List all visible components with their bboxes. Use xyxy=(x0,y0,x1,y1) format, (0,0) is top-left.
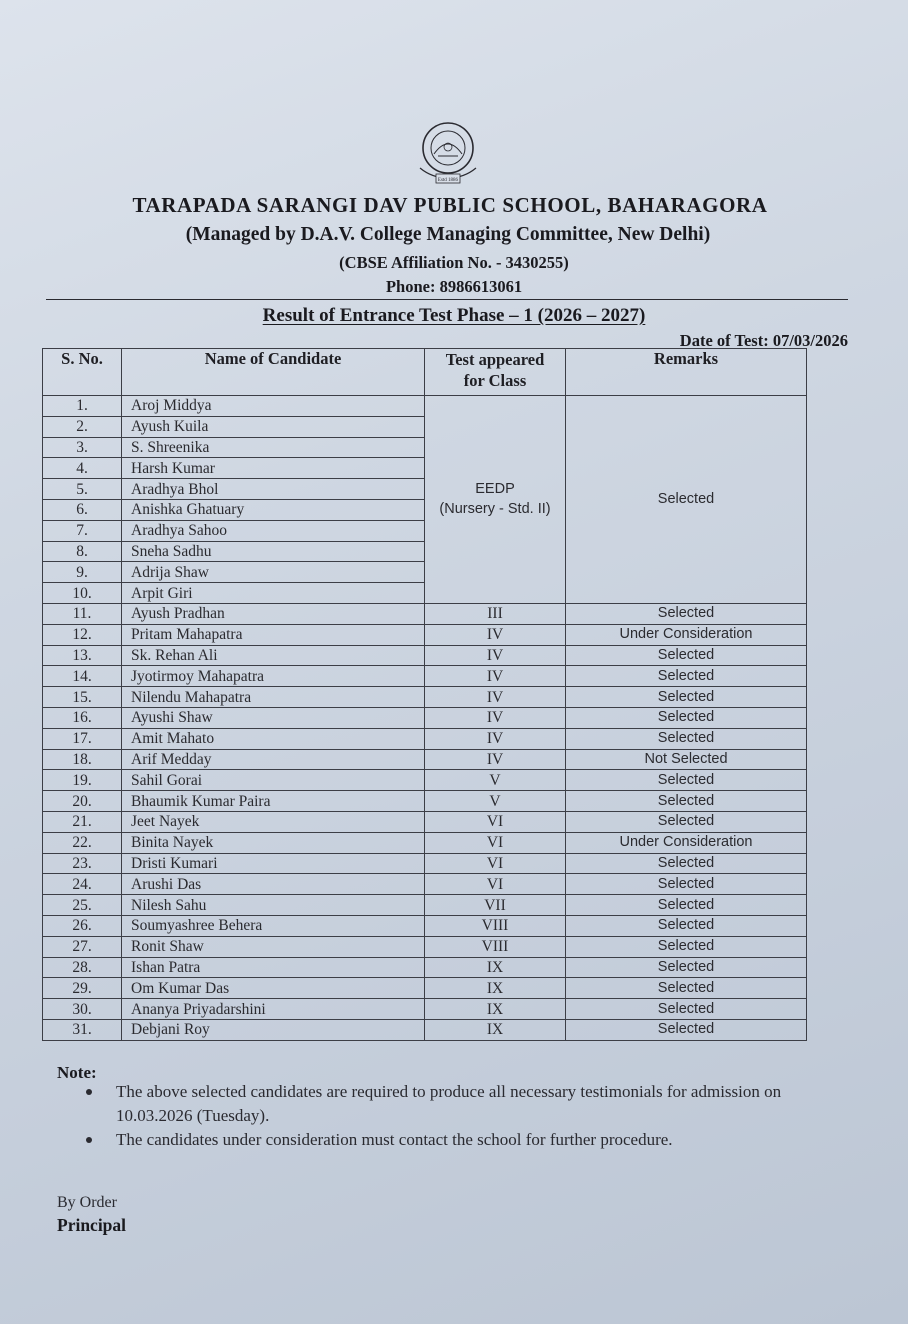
cell-sno: 29. xyxy=(43,978,122,999)
cell-class: VI xyxy=(425,832,566,853)
cell-name: Adrija Shaw xyxy=(122,562,425,583)
cell-sno: 12. xyxy=(43,624,122,645)
cell-class: IV xyxy=(425,687,566,708)
cell-sno: 8. xyxy=(43,541,122,562)
affiliation-number: (CBSE Affiliation No. - 3430255) xyxy=(339,253,569,272)
cell-name: Ayushi Shaw xyxy=(122,707,425,728)
cell-remarks: Selected xyxy=(566,1019,807,1040)
cell-name: Ananya Priyadarshini xyxy=(122,999,425,1020)
cell-sno: 19. xyxy=(43,770,122,791)
table-row xyxy=(43,853,807,874)
table-row xyxy=(43,707,807,728)
cell-class: IX xyxy=(425,1019,566,1040)
managed-by: (Managed by D.A.V. College Managing Committee, New Delhi) xyxy=(185,224,711,245)
cell-sno: 6. xyxy=(43,499,122,520)
table-row xyxy=(43,728,807,749)
cell-name: Aradhya Bhol xyxy=(122,479,425,500)
cell-class: VIII xyxy=(425,936,566,957)
document-title xyxy=(0,305,908,327)
cell-name: Sk. Rehan Ali xyxy=(122,645,425,666)
cell-sno: 17. xyxy=(43,728,122,749)
group-class-line2: (Nursery - Std. II) xyxy=(439,501,551,518)
cell-sno: 20. xyxy=(43,791,122,812)
cell-sno: 21. xyxy=(43,811,122,832)
table-row xyxy=(43,624,807,645)
table-row xyxy=(43,1019,807,1040)
table-row xyxy=(43,957,807,978)
dav-logo-icon xyxy=(412,116,484,188)
note-label: Note: xyxy=(57,1063,97,1082)
table-row xyxy=(43,978,807,999)
school-name: TARAPADA SARANGI DAV PUBLIC SCHOOL, BAHARAGORA xyxy=(132,193,768,217)
cell-remarks: Selected xyxy=(566,666,807,687)
cell-name: Debjani Roy xyxy=(122,1019,425,1040)
cell-name: Jeet Nayek xyxy=(122,811,425,832)
header-class xyxy=(425,349,566,396)
cell-sno: 3. xyxy=(43,437,122,458)
cell-sno: 1. xyxy=(43,396,122,417)
cell-name: Nilesh Sahu xyxy=(122,895,425,916)
cell-name: Soumyashree Behera xyxy=(122,915,425,936)
cell-sno: 25. xyxy=(43,895,122,916)
header-class-line1: Test appeared xyxy=(445,350,545,369)
notes-list xyxy=(82,1080,842,1152)
cell-remarks: Selected xyxy=(566,728,807,749)
cell-class: VIII xyxy=(425,915,566,936)
header-class-line2: for Class xyxy=(463,371,527,390)
cell-remarks: Selected xyxy=(566,645,807,666)
cell-class: VI xyxy=(425,811,566,832)
cell-class: IV xyxy=(425,645,566,666)
bullet-icon xyxy=(86,1089,92,1095)
cell-sno: 4. xyxy=(43,458,122,479)
cell-remarks: Selected xyxy=(566,853,807,874)
cell-sno: 15. xyxy=(43,687,122,708)
cell-remarks: Selected xyxy=(566,915,807,936)
phone-number: Phone: 8986613061 xyxy=(385,277,523,296)
cell-name: Sneha Sadhu xyxy=(122,541,425,562)
cell-remarks: Selected xyxy=(566,603,807,624)
cell-sno: 10. xyxy=(43,583,122,604)
cell-class: V xyxy=(425,770,566,791)
cell-remarks: Selected xyxy=(566,687,807,708)
note-item xyxy=(82,1128,842,1152)
cell-sno: 16. xyxy=(43,707,122,728)
cell-name: Aroj Middya xyxy=(122,396,425,417)
cell-remarks: Under Consideration xyxy=(566,832,807,853)
cell-class: IV xyxy=(425,624,566,645)
cell-remarks: Under Consideration xyxy=(566,624,807,645)
cell-class: IV xyxy=(425,666,566,687)
cell-name: Harsh Kumar xyxy=(122,458,425,479)
cell-sno: 13. xyxy=(43,645,122,666)
cell-name: Dristi Kumari xyxy=(122,853,425,874)
by-order: By Order xyxy=(57,1194,117,1211)
table-row xyxy=(43,811,807,832)
cell-remarks: Selected xyxy=(566,999,807,1020)
table-row xyxy=(43,791,807,812)
bullet-icon xyxy=(86,1137,92,1143)
results-table xyxy=(42,348,807,1041)
cell-sno: 27. xyxy=(43,936,122,957)
cell-name: S. Shreenika xyxy=(122,437,425,458)
cell-sno: 30. xyxy=(43,999,122,1020)
cell-class: VI xyxy=(425,874,566,895)
cell-class: IX xyxy=(425,999,566,1020)
table-row xyxy=(43,874,807,895)
cell-class: IV xyxy=(425,707,566,728)
cell-sno: 9. xyxy=(43,562,122,583)
cell-sno: 14. xyxy=(43,666,122,687)
date-of-test: Date of Test: 07/03/2026 xyxy=(679,331,848,350)
cell-name: Ayush Kuila xyxy=(122,416,425,437)
cell-remarks: Selected xyxy=(566,895,807,916)
principal-signature: Principal xyxy=(57,1215,127,1235)
header-remarks: Remarks xyxy=(566,349,807,396)
cell-class: V xyxy=(425,791,566,812)
cell-class: IX xyxy=(425,957,566,978)
cell-class-group xyxy=(425,396,566,604)
cell-sno: 24. xyxy=(43,874,122,895)
note-text: The candidates under consideration must contact the school for further procedure. xyxy=(116,1130,673,1149)
table-row xyxy=(43,895,807,916)
header-divider xyxy=(46,299,848,300)
cell-name: Arushi Das xyxy=(122,874,425,895)
cell-remarks: Selected xyxy=(566,957,807,978)
cell-name: Anishka Ghatuary xyxy=(122,499,425,520)
cell-name: Ayush Pradhan xyxy=(122,603,425,624)
cell-remarks: Selected xyxy=(566,791,807,812)
cell-sno: 22. xyxy=(43,832,122,853)
table-row xyxy=(43,603,807,624)
cell-sno: 11. xyxy=(43,603,122,624)
cell-name: Ronit Shaw xyxy=(122,936,425,957)
cell-sno: 31. xyxy=(43,1019,122,1040)
table-row xyxy=(43,915,807,936)
cell-name: Ishan Patra xyxy=(122,957,425,978)
cell-remarks: Selected xyxy=(566,936,807,957)
cell-sno: 26. xyxy=(43,915,122,936)
cell-name: Nilendu Mahapatra xyxy=(122,687,425,708)
cell-remarks: Not Selected xyxy=(566,749,807,770)
cell-remarks-group: Selected xyxy=(566,396,807,604)
header-name: Name of Candidate xyxy=(122,349,425,396)
logo-text: Estd 1886 xyxy=(437,178,459,183)
note-item xyxy=(82,1080,842,1128)
table-row xyxy=(43,666,807,687)
table-row xyxy=(43,687,807,708)
title-text: Result of Entrance Test Phase – 1 (2026 – 2027) xyxy=(262,305,646,326)
group-class-line1: EEDP xyxy=(475,481,515,498)
cell-class: VI xyxy=(425,853,566,874)
cell-remarks: Selected xyxy=(566,811,807,832)
cell-remarks: Selected xyxy=(566,978,807,999)
cell-name: Arif Medday xyxy=(122,749,425,770)
cell-class: VII xyxy=(425,895,566,916)
cell-remarks: Selected xyxy=(566,874,807,895)
cell-name: Bhaumik Kumar Paira xyxy=(122,791,425,812)
cell-name: Aradhya Sahoo xyxy=(122,520,425,541)
cell-sno: 23. xyxy=(43,853,122,874)
cell-sno: 5. xyxy=(43,479,122,500)
cell-name: Sahil Gorai xyxy=(122,770,425,791)
cell-sno: 28. xyxy=(43,957,122,978)
table-row xyxy=(43,749,807,770)
cell-sno: 2. xyxy=(43,416,122,437)
cell-remarks: Selected xyxy=(566,707,807,728)
cell-name: Jyotirmoy Mahapatra xyxy=(122,666,425,687)
cell-name: Binita Nayek xyxy=(122,832,425,853)
cell-class: III xyxy=(425,603,566,624)
cell-name: Pritam Mahapatra xyxy=(122,624,425,645)
cell-sno: 18. xyxy=(43,749,122,770)
table-header-row xyxy=(43,349,807,396)
cell-name: Om Kumar Das xyxy=(122,978,425,999)
cell-class: IV xyxy=(425,749,566,770)
note-text: The above selected candidates are required to produce all necessary testimonials for admission on 10.03.2026 (Tuesday). xyxy=(116,1082,782,1125)
table-row xyxy=(43,999,807,1020)
cell-sno: 7. xyxy=(43,520,122,541)
cell-remarks: Selected xyxy=(566,770,807,791)
table-row xyxy=(43,936,807,957)
table-row xyxy=(43,770,807,791)
cell-class: IV xyxy=(425,728,566,749)
cell-class: IX xyxy=(425,978,566,999)
cell-name: Arpit Giri xyxy=(122,583,425,604)
table-row xyxy=(43,645,807,666)
table-row xyxy=(43,832,807,853)
table-row xyxy=(43,396,807,417)
cell-name: Amit Mahato xyxy=(122,728,425,749)
header-sno: S. No. xyxy=(43,349,122,396)
